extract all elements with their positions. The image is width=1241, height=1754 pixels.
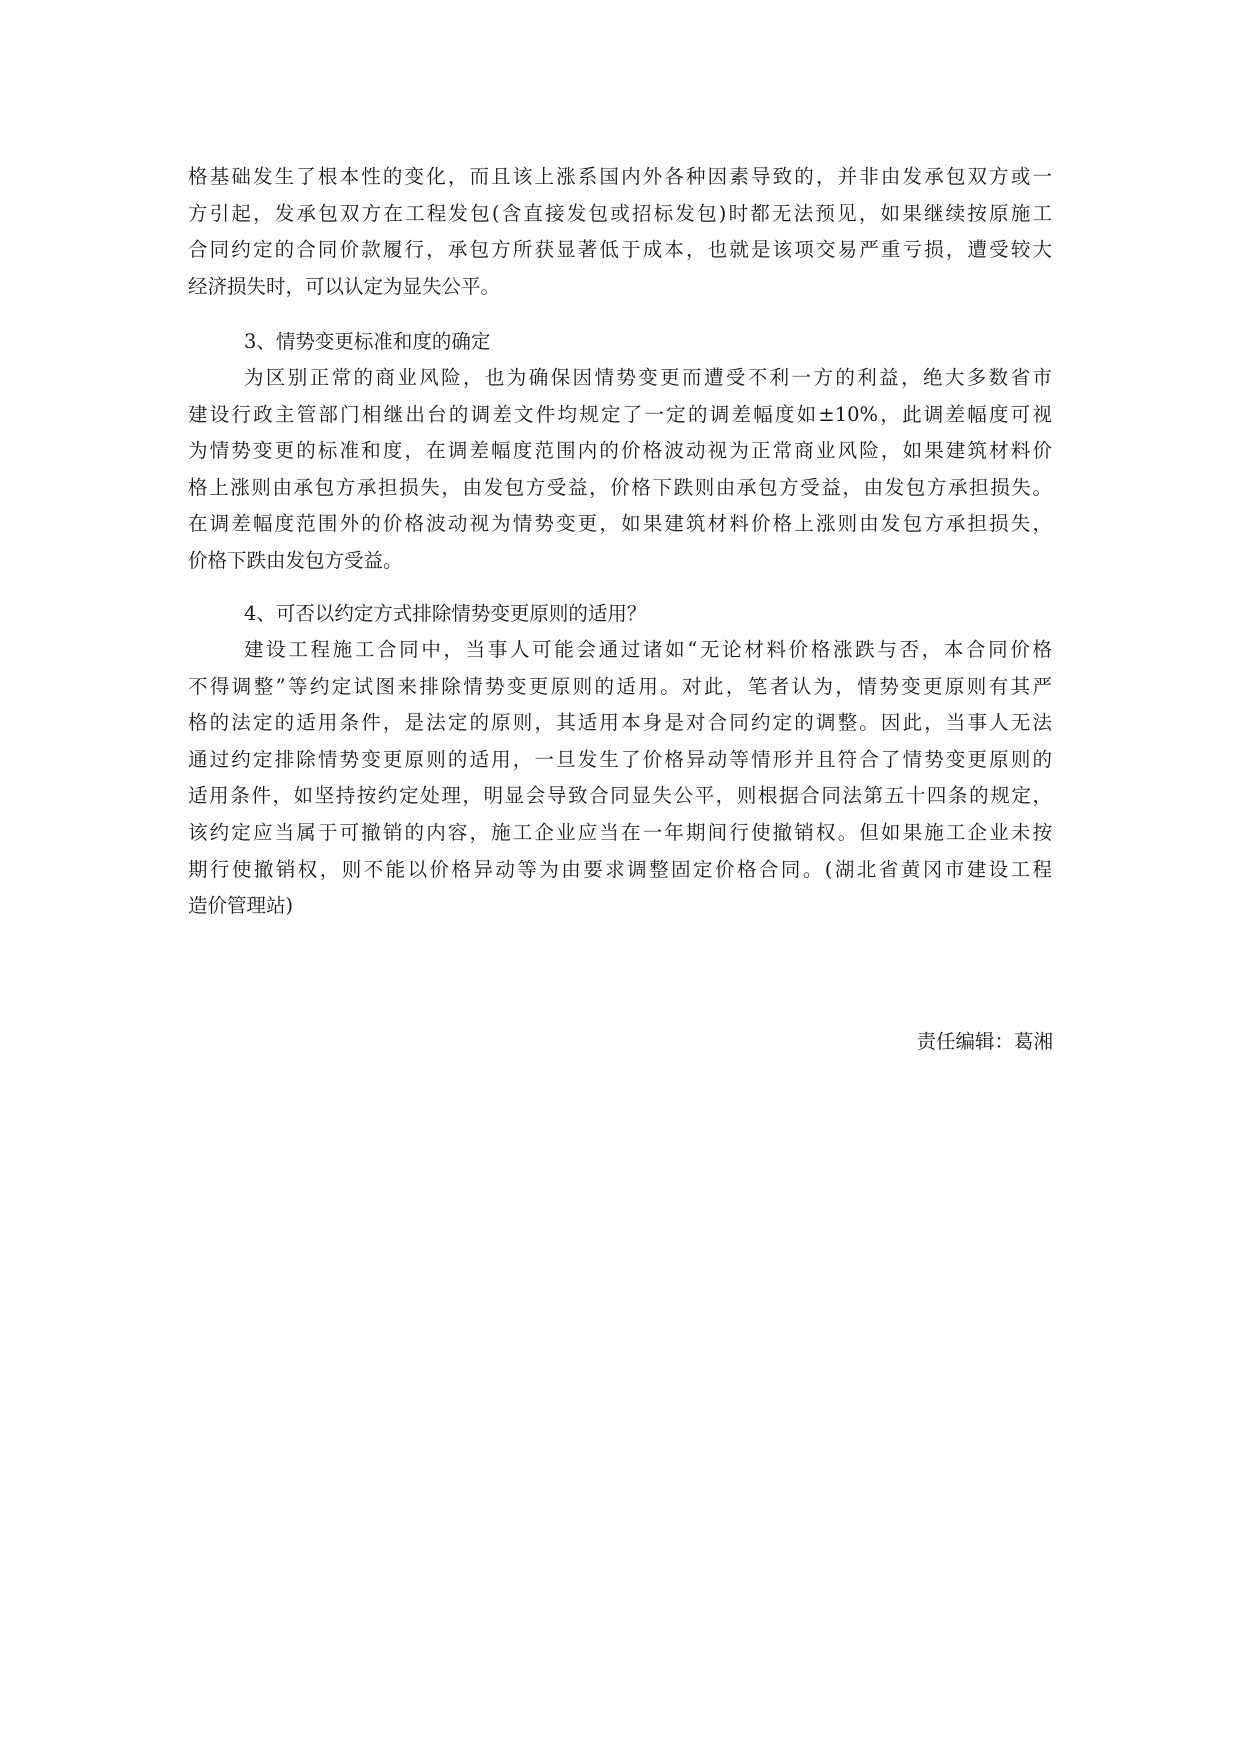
text-line: 造价管理站)	[188, 894, 294, 918]
text-line: 建设行政主管部门相继出台的调差文件均规定了一定的调差幅度如±10%，此调差幅度可视	[188, 402, 1052, 426]
text-line: 格基础发生了根本性的变化，而且该上涨系国内外各种因素导致的，并非由发承包双方或一	[188, 165, 1052, 188]
text-line: 为情势变更的标准和度，在调差幅度范围内的价格波动视为正常商业风险，如果建筑材料价	[188, 439, 1052, 463]
text-line: 该约定应当属于可撤销的内容，施工企业应当在一年期间行使撤销权。但如果施工企业未按	[188, 820, 1052, 844]
paragraph-standard-degree	[188, 360, 1052, 580]
text-line: 为区别正常的商业风险，也为确保因情势变更而遭受不利一方的利益，绝大多数省市	[244, 366, 1052, 389]
text-line: 不得调整”等约定试图来排除情势变更原则的适用。对此，笔者认为，情势变更原则有其严	[188, 674, 1052, 698]
text-line: 建设工程施工合同中，当事人可能会通过诸如“无论材料价格涨跌与否，本合同价格	[244, 638, 1052, 661]
text-line: 合同约定的合同价款履行，承包方所获显著低于成本，也就是该项交易严重亏损，遭受较大	[188, 238, 1052, 262]
text-line: 格上涨则由承包方承担损失，由发包方受益，价格下跌则由承包方受益，由发包方承担损失。	[188, 475, 1052, 499]
text-line: 经济损失时，可以认定为显失公平。	[188, 274, 501, 298]
text-line: 通过约定排除情势变更原则的适用，一旦发生了价格异动等情形并且符合了情势变更原则的	[188, 747, 1052, 771]
paragraph-price-basis	[188, 159, 1052, 305]
text-line: 在调差幅度范围外的价格波动视为情势变更，如果建筑材料价格上涨则由发包方承担损失，	[188, 512, 1052, 536]
section-heading-3: 3、情势变更标准和度的确定	[244, 330, 491, 353]
text-line: 适用条件，如坚持按约定处理，明显会导致合同显失公平，则根据合同法第五十四条的规定，	[188, 784, 1052, 808]
paragraph-exclusion-by-agreement	[188, 632, 1052, 925]
text-line: 期行使撤销权，则不能以价格异动等为由要求调整固定价格合同。(湖北省黄冈市建设工程	[188, 857, 1052, 881]
text-line: 方引起，发承包双方在工程发包(含直接发包或招标发包)时都无法预见，如果继续按原施工	[188, 201, 1052, 225]
responsible-editor: 责任编辑：葛湘	[916, 1030, 1053, 1053]
text-line: 格的法定的适用条件，是法定的原则，其适用本身是对合同约定的调整。因此，当事人无法	[188, 711, 1052, 735]
text-line: 价格下跌由发包方受益。	[188, 548, 403, 572]
section-heading-4: 4、可否以约定方式排除情势变更原则的适用？	[244, 602, 647, 625]
